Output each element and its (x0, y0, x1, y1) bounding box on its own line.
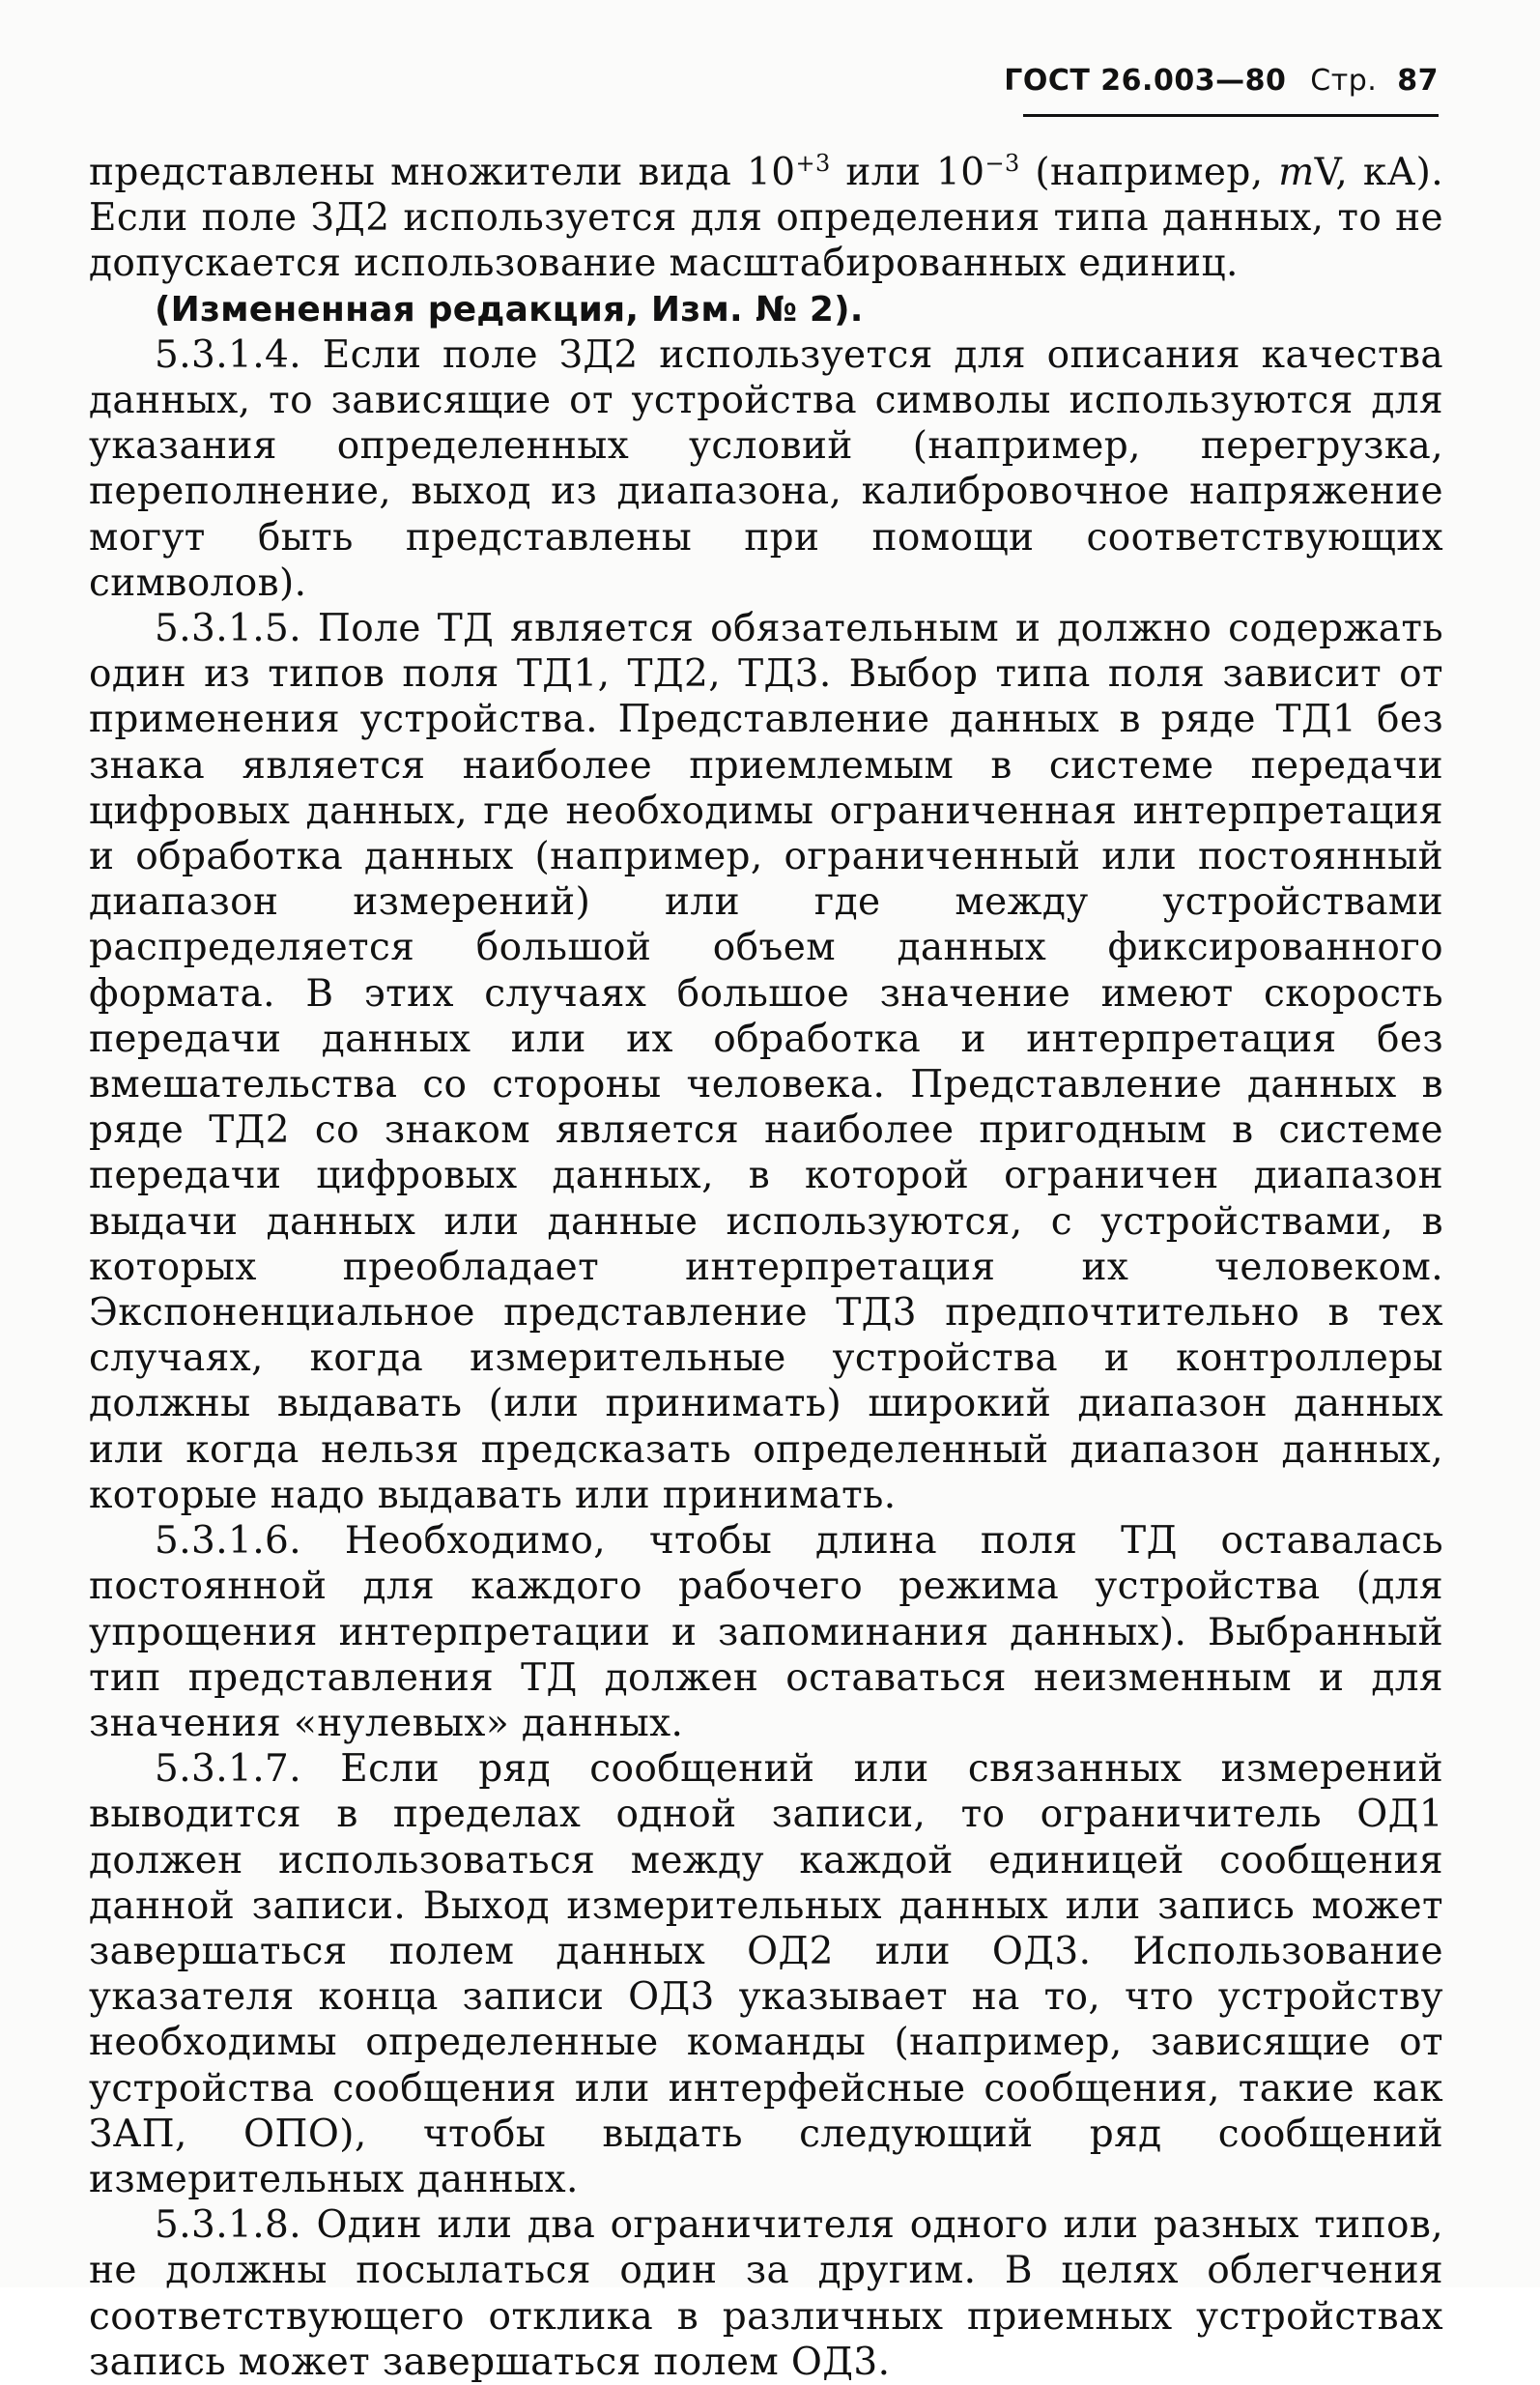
paragraph-continuation (89, 150, 1443, 287)
page-header (1004, 64, 1439, 98)
text-run: представлены множители вида 10 (89, 151, 796, 194)
exponent: −3 (984, 150, 1020, 177)
paragraph-5-3-1-7: 5.3.1.7. Если ряд сообщений или связанных измерений выводится в пределах одной записи, то ограничитель ОД1 должен использоваться между каждой единицей сообщения данной записи. Выход измерительных данных или запись может завершаться полем данных ОД2 или ОД3. Использование указателя конца записи ОД3 указывает на то, что устройству необходимы определенные команды (например, зависящие от устройства сообщения или интерфейсные сообщения, такие как ЗАП, ОПО), чтобы выдать следующий ряд сообщений измерительных данных. (89, 1747, 1443, 2201)
standard-title: ГОСТ 26.003—80 (1004, 64, 1287, 98)
page-label: Стр. (1310, 64, 1378, 98)
paragraph-5-3-1-5: 5.3.1.5. Поле ТД является обязательным и должно содержать один из типов поля ТД1, ТД2, ТД3. Выбор типа поля зависит от применения устройства. Представление данных в ряде ТД1 без знака является наиболее приемлемым в системе передачи цифровых данных, где необходимы ограниченная интерпретация и обработка данных (например, ограниченный или постоянный диапазон измерений) или где между устройствами распределяется большой объем данных фиксированного формата. В этих случаях большое значение имеют скорость передачи данных или их обработка и интерпретация без вмешательства со стороны человека. Представление данных в ряде ТД2 со знаком является наиболее пригодным в системе передачи цифровых данных, в которой ограничен диапазон выдачи данных или данные используются, с устройствами, в которых преобладает интерпретация их человеком. Экспоненциальное представление ТД3 предпочтительно в тех случаях, когда измерительные устройства и контроллеры должны выдавать (или принимать) широкий диапазон данных или когда нельзя предсказать определенный диапазон данных, которые надо выдавать или принимать. (89, 607, 1443, 1517)
header-rule (1023, 114, 1439, 117)
text-run: (например, (1019, 151, 1279, 194)
text-run: V, кА). Если поле ЗД2 используется для определения типа данных, то не допускается использование масштабированных единиц. (89, 151, 1443, 286)
paragraph-5-3-1-8: 5.3.1.8. Один или два ограничителя одного или разных типов, не должны посылаться один за другим. В целях облегчения соответствующего отклика в различных приемных устройствах запись может завершаться полем ОД3. (89, 2203, 1443, 2384)
text-run: или 10 (830, 151, 985, 194)
italic-symbol: m (1278, 151, 1315, 194)
paragraph-5-3-1-4: 5.3.1.4. Если поле ЗД2 используется для описания качества данных, то зависящие от устройства символы используются для указания определенных условий (например, перегрузка, переполнение, выход из диапазона, калибровочное напряжение могут быть представлены при помощи соответствующих символов). (89, 332, 1443, 605)
paragraph-5-3-1-6: 5.3.1.6. Необходимо, чтобы длина поля ТД оставалась постоянной для каждого рабочего режима устройства (для упрощения интерпретации и запоминания данных). Выбранный тип представления ТД должен оставаться неизменным и для значения «нулевых» данных. (89, 1519, 1443, 1745)
page-number: 87 (1397, 64, 1439, 98)
exponent: +3 (795, 150, 831, 177)
body-text (89, 150, 1443, 2385)
amendment-note: (Измененная редакция, Изм. № 2). (155, 289, 864, 330)
